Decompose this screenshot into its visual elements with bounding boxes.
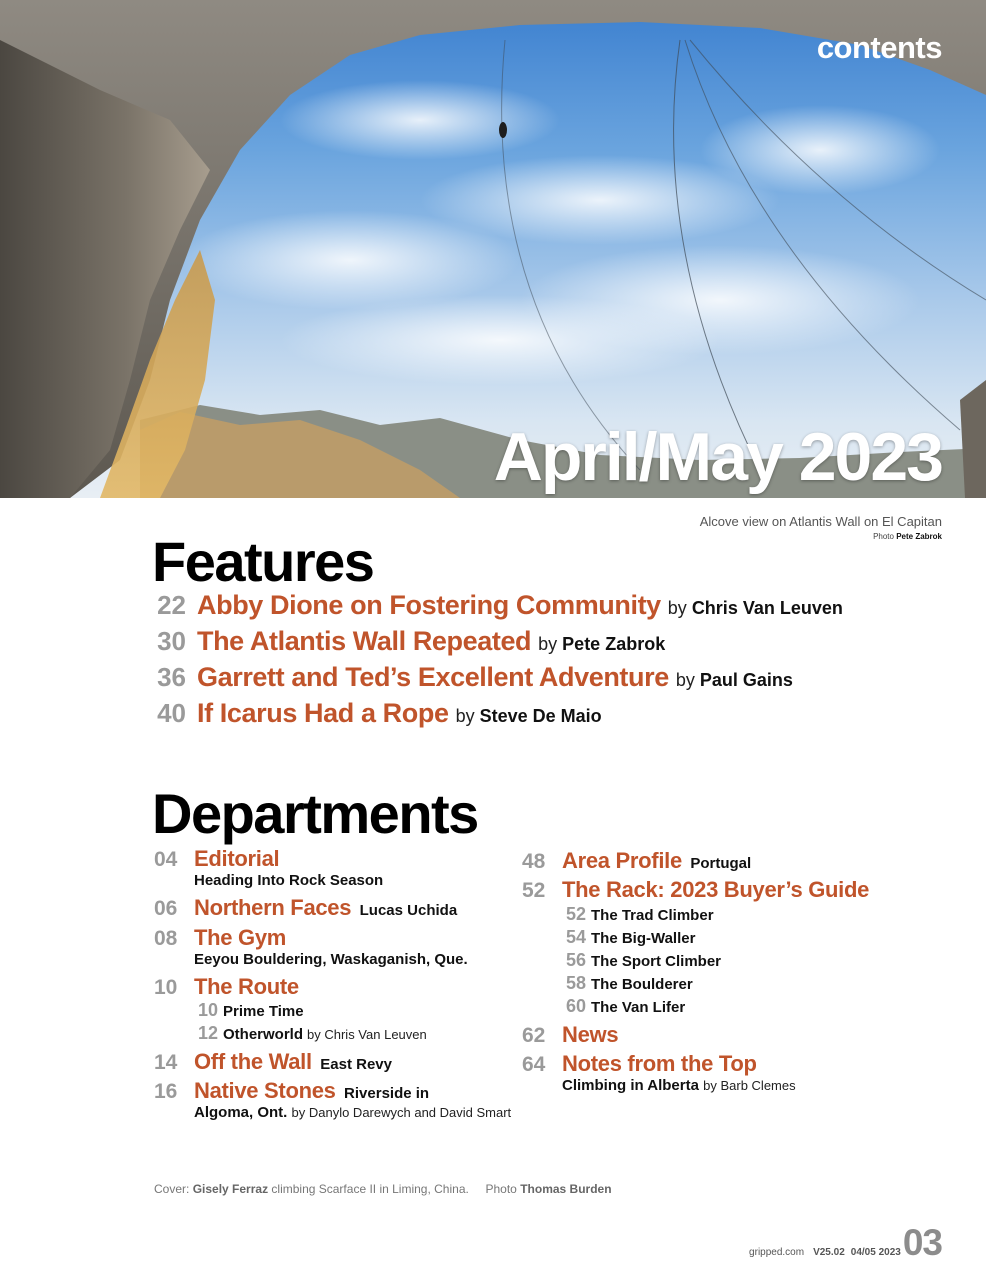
- page-number: 03: [902, 1222, 942, 1263]
- department-title: Notes from the Top: [562, 1051, 757, 1076]
- department-title: The Route: [194, 974, 299, 999]
- department-the-rack[interactable]: [522, 877, 870, 903]
- department-byline: by Danylo Darewych and David Smart: [291, 1105, 512, 1120]
- subitem-page: 10: [197, 1000, 218, 1020]
- department-page: 16: [154, 1080, 178, 1103]
- department-subtitle: Eeyou Bouldering, Waskaganish, Que.: [194, 951, 468, 968]
- cover-climber: Gisely Ferraz: [192, 1182, 269, 1196]
- feature-by: by: [667, 598, 687, 618]
- department-title: The Rack: 2023 Buyer’s Guide: [562, 877, 870, 902]
- page-footer: [749, 1222, 942, 1264]
- department-subtitle: Riverside in: [344, 1085, 430, 1102]
- department-editorial[interactable]: [154, 846, 384, 889]
- feature-page: 30: [157, 626, 186, 656]
- subitem-page: 12: [197, 1023, 218, 1043]
- native-stones-location: Algoma, Ont.: [194, 1104, 288, 1121]
- footer-volume: V25.02: [813, 1247, 845, 1258]
- subitem-title: Prime Time: [223, 1003, 304, 1020]
- cover-credit: [154, 1182, 612, 1196]
- feature-author: Pete Zabrok: [562, 634, 666, 654]
- feature-by: by: [675, 670, 695, 690]
- issue-title: April/May 2023: [493, 419, 942, 495]
- feature-author: Chris Van Leuven: [691, 598, 843, 618]
- feature-by: by: [538, 634, 558, 654]
- feature-item[interactable]: [148, 698, 602, 730]
- department-page: 10: [154, 976, 178, 999]
- department-northern-faces[interactable]: [154, 895, 458, 921]
- notes-subtitle: Climbing in Alberta: [562, 1077, 699, 1094]
- photo-credit-prefix: Photo: [873, 532, 894, 541]
- subitem-title: The Trad Climber: [591, 907, 714, 924]
- department-subtitle-line2: [562, 1077, 796, 1094]
- department-area-profile[interactable]: [522, 848, 752, 874]
- feature-page: 22: [157, 590, 186, 620]
- rack-subitem[interactable]: [562, 904, 714, 925]
- rack-subitem[interactable]: [562, 950, 721, 971]
- department-page: 64: [522, 1053, 546, 1076]
- cover-photo: [0, 0, 986, 498]
- subitem-title: Otherworld: [223, 1026, 304, 1043]
- subitem-title: The Big-Waller: [591, 930, 696, 947]
- feature-title: Abby Dione on Fostering Community: [197, 590, 661, 620]
- department-page: 52: [522, 879, 546, 902]
- department-subtitle: Portugal: [690, 855, 752, 872]
- department-page: 48: [522, 850, 546, 873]
- department-title: Native Stones: [194, 1078, 336, 1103]
- department-page: 06: [154, 897, 178, 920]
- subitem-page: 60: [565, 996, 586, 1016]
- department-subtitle: East Revy: [320, 1056, 392, 1073]
- department-off-the-wall[interactable]: [154, 1049, 392, 1075]
- feature-title: If Icarus Had a Rope: [197, 698, 449, 728]
- subitem-title: The Sport Climber: [591, 953, 722, 970]
- department-news[interactable]: [522, 1022, 619, 1048]
- subitem-page: 54: [565, 927, 586, 947]
- department-title: The Gym: [194, 925, 287, 950]
- department-native-stones[interactable]: [154, 1078, 512, 1121]
- feature-page: 36: [157, 662, 186, 692]
- photo-caption: Alcove view on Atlantis Wall on El Capitan: [699, 514, 942, 529]
- features-heading: Features: [152, 530, 374, 593]
- footer-date: 04/05 2023: [850, 1247, 901, 1258]
- department-notes-from-the-top[interactable]: [522, 1051, 796, 1094]
- footer-site: gripped.com: [749, 1247, 805, 1258]
- department-the-route[interactable]: [154, 974, 299, 1000]
- feature-author: Steve De Maio: [479, 706, 602, 726]
- feature-title: The Atlantis Wall Repeated: [197, 626, 532, 656]
- department-subtitle: Heading Into Rock Season: [194, 872, 384, 889]
- section-label: contents: [816, 30, 942, 65]
- department-page: 04: [154, 848, 178, 871]
- cover-description: climbing Scarface II in Liming, China.: [271, 1182, 469, 1196]
- department-byline: by Barb Clemes: [703, 1078, 796, 1093]
- rack-subitem[interactable]: [562, 927, 695, 948]
- route-subitem[interactable]: [194, 1000, 304, 1021]
- department-title: Off the Wall: [194, 1049, 312, 1074]
- feature-item[interactable]: [148, 626, 665, 658]
- rack-subitem[interactable]: [562, 973, 693, 994]
- cover-photo-prefix: Photo: [485, 1182, 517, 1196]
- feature-author: Paul Gains: [699, 670, 793, 690]
- department-subtitle-line2: [194, 1104, 511, 1121]
- departments-heading: Departments: [152, 782, 478, 845]
- subitem-page: 58: [565, 973, 586, 993]
- route-subitem[interactable]: [194, 1023, 427, 1044]
- photo-credit: [873, 532, 942, 541]
- department-title: Northern Faces: [194, 895, 352, 920]
- subitem-byline: by Chris Van Leuven: [307, 1027, 427, 1042]
- department-title: Editorial: [194, 846, 280, 871]
- cover-prefix: Cover:: [154, 1182, 190, 1196]
- department-the-gym[interactable]: [154, 925, 468, 968]
- subitem-title: The Van Lifer: [591, 999, 686, 1016]
- department-title: Area Profile: [562, 848, 682, 873]
- photo-credit-name: Pete Zabrok: [896, 532, 942, 541]
- feature-by: by: [455, 706, 475, 726]
- subitem-page: 56: [565, 950, 586, 970]
- cover-photographer: Thomas Burden: [520, 1182, 612, 1196]
- subitem-title: The Boulderer: [591, 976, 693, 993]
- department-page: 62: [522, 1024, 546, 1047]
- department-subtitle: Lucas Uchida: [359, 902, 458, 919]
- department-page: 14: [154, 1051, 178, 1074]
- feature-title: Garrett and Ted’s Excellent Adventure: [197, 662, 669, 692]
- rack-subitem[interactable]: [562, 996, 685, 1017]
- feature-item[interactable]: [148, 662, 793, 694]
- feature-item[interactable]: [148, 590, 843, 622]
- subitem-page: 52: [565, 904, 586, 924]
- feature-page: 40: [157, 698, 186, 728]
- department-page: 08: [154, 927, 178, 950]
- department-title: News: [562, 1022, 619, 1047]
